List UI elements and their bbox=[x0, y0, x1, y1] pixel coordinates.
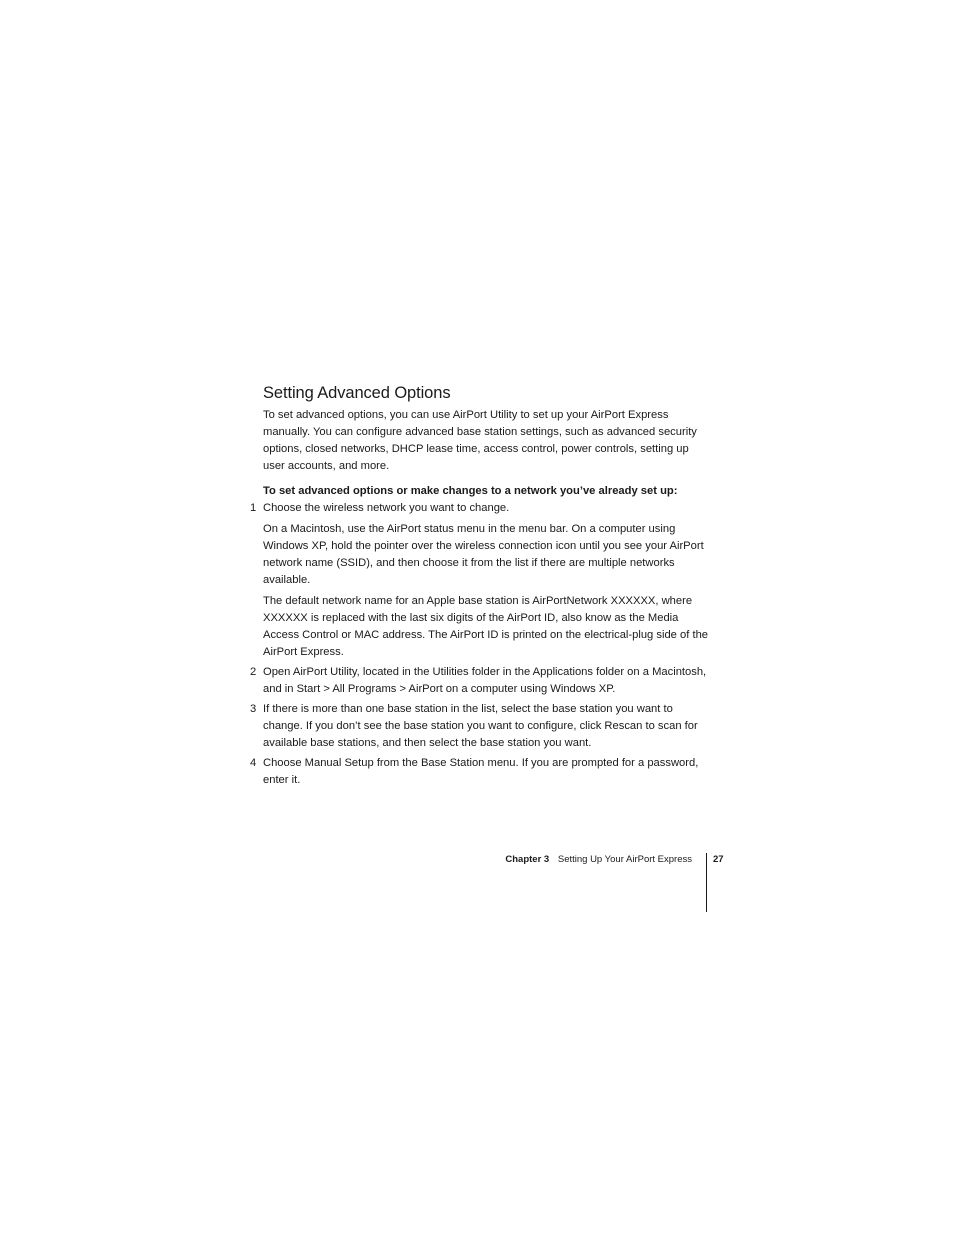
footer-chapter-title: Setting Up Your AirPort Express bbox=[557, 854, 692, 865]
footer-chapter: Chapter 3 bbox=[505, 854, 550, 865]
page-content bbox=[250, 382, 709, 792]
step-text: Open AirPort Utility, located in the Utilities folder in the Applications folder on a Macintosh, and in Start > All Programs > AirPort on a computer using Windows XP. bbox=[263, 666, 707, 695]
task-title: To set advanced options or make changes to a network you’ve already set up: bbox=[263, 485, 678, 497]
step-number: 2 bbox=[250, 666, 257, 678]
running-footer bbox=[505, 853, 692, 867]
step-3 bbox=[250, 701, 708, 752]
steps-list bbox=[250, 500, 709, 789]
step-text: If there is more than one base station in the list, select the base station you want to change. If you don’t see the base station you want to configure, click Rescan to scan for available base stations, and then select the base station you want. bbox=[263, 703, 698, 749]
step-4 bbox=[250, 755, 708, 789]
footer-divider bbox=[706, 853, 707, 912]
step-detail: The default network name for an Apple base station is AirPortNetwork XXXXXX, where XXXXXX is replaced with the last six digits of the AirPort ID, also know as the Media Access Control or MAC address. The AirPort ID is printed on the electrical-plug side of the AirPort Express. bbox=[263, 595, 709, 658]
step-number: 1 bbox=[250, 502, 257, 514]
page-footer bbox=[0, 853, 954, 913]
step-2 bbox=[250, 664, 708, 698]
step-number: 4 bbox=[250, 757, 257, 769]
page-number: 27 bbox=[713, 854, 724, 865]
step-text: Choose the wireless network you want to change. bbox=[263, 502, 510, 514]
step-detail: On a Macintosh, use the AirPort status menu in the menu bar. On a computer using Windows XP, hold the pointer over the wireless connection icon until you see your AirPort network name (SSID), and then choose it from the list if there are multiple networks available. bbox=[263, 523, 704, 586]
step-text: Choose Manual Setup from the Base Station menu. If you are prompted for a password, enter it. bbox=[263, 757, 699, 786]
section-heading: Setting Advanced Options bbox=[263, 384, 451, 402]
intro-paragraph: To set advanced options, you can use AirPort Utility to set up your AirPort Express manually. You can configure advanced base station settings, such as advanced security options, closed networks, DHCP lease time, access control, power controls, setting up user accounts, and more. bbox=[263, 409, 697, 472]
step-1 bbox=[250, 500, 709, 661]
step-number: 3 bbox=[250, 703, 257, 715]
